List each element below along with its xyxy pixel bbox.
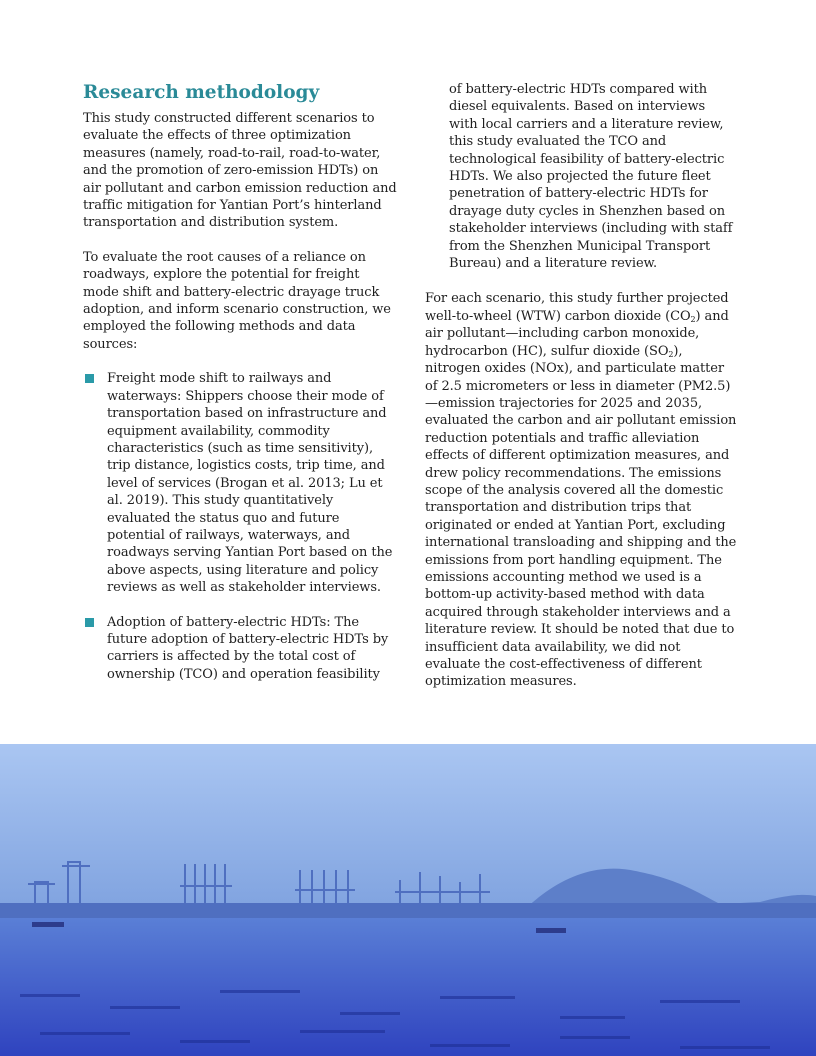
port-photo	[0, 744, 816, 1056]
square-bullet-icon	[85, 618, 94, 627]
bullet-text: Freight mode shift to railways and waterways: Shippers choose their mode of transportation based on infrastructure and equipment availability, commodity characteristics (such as time sensitivity), trip distance, logistics costs, trip time, and level of services (Brogan et al. 2013; Lu et al. 2019). This study quantitatively evaluated the status quo and future potential of railways, waterways, and roadways serving Yantian Port based on the above aspects, using literature and policy reviews as well as stakeholder interviews.	[107, 371, 393, 596]
methods-intro-paragraph: To evaluate the root causes of a reliance on roadways, explore the potential for freight mode shift and battery-electric drayage truck adoption, and inform scenario construction, we employed the following methods and data sources:	[83, 249, 391, 352]
scenario-text-part: ), nitrogen oxides (NOx), and particulate matter of 2.5 micrometers or less in diameter (PM2.5)—emission trajectories for 2025 and 2035, evaluated the carbon and air pollutant emission reduction potentials and traffic alleviation effects of different optimization measures, and drew policy recommendations. The emissions scope of the analysis covered all the domestic transportation and distribution trips that originated or ended at Yantian Port, excluding international transloading and shipping and the emissions from port handling equipment. The emissions accounting method we used is a bottom-up activity-based method with data acquired through stakeholder interviews and a literature review. It should be noted that due to insufficient data availability, we did not evaluate the cost-effectiveness of different optimization measures.	[425, 343, 737, 690]
right-column	[425, 81, 737, 708]
sky	[0, 744, 816, 914]
square-bullet-icon	[85, 374, 94, 383]
so2-subscript: 2	[668, 349, 674, 359]
bullet-continuation: of battery-electric HDTs compared with diesel equivalents. Based on interviews with local carriers and a literature review, this study evaluated the TCO and technological feasibility of battery-electric HDTs. We also projected the future fleet penetration of battery-electric HDTs for drayage duty cycles in Shenzhen based on stakeholder interviews (including with staff from the Shenzhen Municipal Transport Bureau) and a literature review.	[449, 82, 733, 272]
list-item	[83, 614, 398, 684]
list-item	[83, 370, 398, 596]
bullet-text: Adoption of battery-electric HDTs: The future adoption of battery-electric HDTs by carriers is affected by the total cost of ownership (TCO) and operation feasibility	[107, 614, 389, 682]
intro-paragraph: This study constructed different scenarios to evaluate the effects of three optimization measures (namely, road-to-rail, road-to-water, and the promotion of zero-emission HDTs) on air pollutant and carbon emission reduction and traffic mitigation for Yantian Port’s hinterland transportation and distribution system.	[83, 111, 397, 231]
scenario-text-part: For each scenario, this study further projected well-to-wheel (WTW) carbon dioxide (CO	[425, 291, 729, 324]
co2-subscript: 2	[690, 314, 696, 324]
scenario-paragraph	[425, 290, 737, 690]
methods-list	[83, 370, 398, 683]
scenario-text-part: ) and air pollutant—including carbon monoxide, hydrocarbon (HC), sulfur dioxide (SO	[425, 308, 729, 359]
sea	[0, 918, 816, 1056]
left-column	[83, 81, 398, 700]
section-heading: Research methodology	[83, 82, 320, 103]
